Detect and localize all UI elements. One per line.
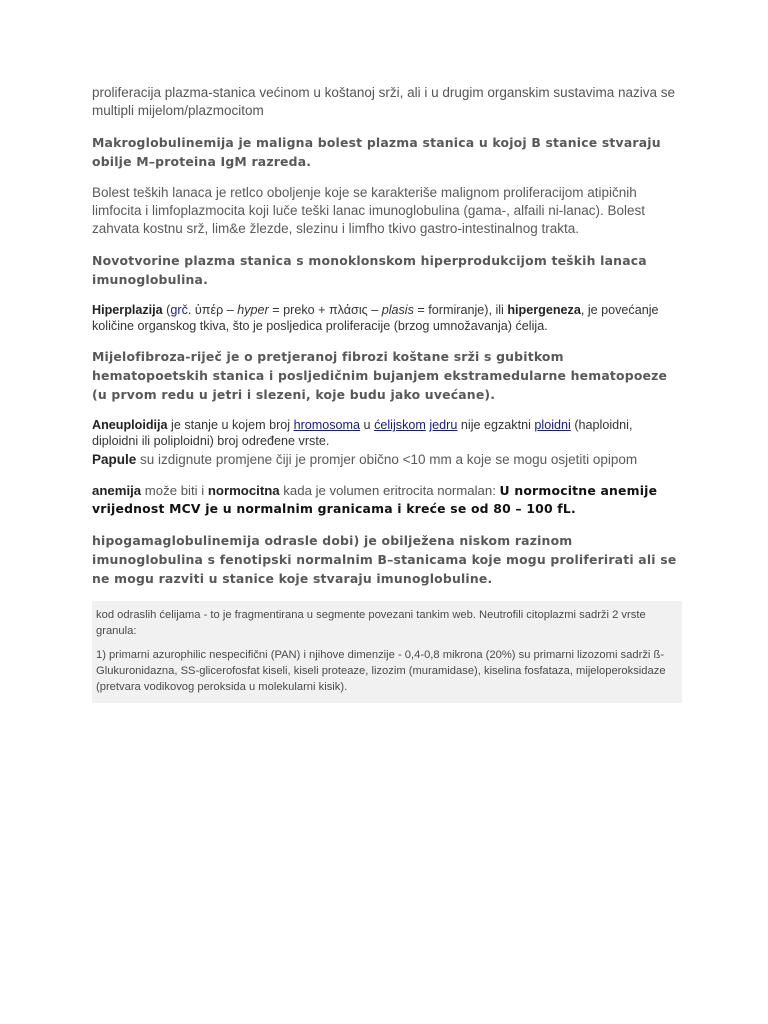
link-jedru[interactable]: jedru bbox=[429, 418, 458, 432]
excerpt-line-granules: kod odraslih ćelijama - to je fragmentirana u segmente povezani tankim web. Neutrofili citoplazmi sadrži 2 vrste granula: bbox=[96, 609, 646, 637]
paragraph-hyperplasia bbox=[92, 302, 682, 334]
text-fragment: u bbox=[360, 418, 375, 432]
text-fragment: kada je volumen eritrocita normalan: bbox=[279, 483, 500, 498]
term-anemija: anemija bbox=[92, 483, 142, 498]
paragraph-papules bbox=[92, 451, 682, 469]
paragraph-hypogammaglobulinemia: hipogamaglobulinemija odrasle dobi) je obilježena niskom razinom imunoglobulina s fenotipski normalnim B–stanicama koje mogu proliferirati ali se ne mogu razviti u stanice koje stvaraju imunoglobuline. bbox=[92, 533, 677, 586]
text-fragment: ( bbox=[162, 303, 171, 317]
link-ploidni[interactable]: ploidni bbox=[534, 418, 571, 432]
paragraph-macroglobulinemia: Makroglobulinemija je maligna bolest plazma stanica u kojoj B stanice stvaraju obilje M–proteina IgM razreda. bbox=[92, 135, 661, 169]
paragraph-myelofibrosis: Mijelofibroza-riječ je o pretjeranoj fibrozi koštane srži s gubitkom hematopoetskih stanica i posljedičnim bujanjem ekstramedularne hematopoeze (u prvom redu u jetri i slezeni, koje budu jako uvećane). bbox=[92, 349, 668, 402]
paragraph-anemia bbox=[92, 482, 682, 518]
text-fragment: , je povećanje količine organskog tkiva, što je posljedica proliferacije (brzog umnožavanja) ćelija. bbox=[92, 303, 659, 333]
text-mcv-range: U normocitne anemije vrijednost MCV je u normalnim granicama i kreće se od 80 – 100 fL. bbox=[92, 483, 658, 516]
term-hyper: hyper bbox=[237, 303, 269, 317]
link-hromosoma[interactable]: hromosoma bbox=[293, 418, 361, 432]
term-hipergeneza: hipergeneza bbox=[507, 303, 581, 317]
text-fragment: ὑπέρ – bbox=[191, 303, 238, 317]
paragraph-multiple-myeloma: proliferacija plazma-stanica većinom u koštanoj srži, ali i u drugim organskim sustavima naziva se multipli mijelom/plazmocitom bbox=[92, 85, 675, 118]
excerpt-box-neutrophils bbox=[92, 601, 682, 703]
term-papule: Papule bbox=[92, 452, 137, 467]
text-fragment: (haploidni, diploidni ili poliploidni) broj određene vrste. bbox=[92, 418, 633, 448]
paragraph-plasma-cell-neoplasms: Novotvorine plazma stanica s monoklonskom hiperprodukcijom teških lanaca imunoglobulina. bbox=[92, 253, 647, 287]
excerpt-line-primary-azurophilic: 1) primarni azurophilic nespecifični (PAN) i njihove dimenzije - 0,4-0,8 mikrona (20%) su primarni lizozomi sadrži ß-Glukuronidazna, SS-glicerofosfat kiseli, kiseli proteaze, lizozim (muramidase), kiselina fosfataza, mijeloperoksidaze (pretvara vodikovog peroksida u molekularni kisik). bbox=[96, 649, 666, 693]
text-fragment: nije egzaktni bbox=[457, 418, 535, 432]
text-fragment: = preko + πλάσις – bbox=[268, 303, 382, 317]
term-hiperplazija: Hiperplazija bbox=[92, 303, 163, 317]
term-aneuploidija: Aneuploidija bbox=[92, 418, 168, 432]
link-celijskom[interactable]: ćelijskom bbox=[374, 418, 426, 432]
paragraph-heavy-chain-disease: Bolest teških lanaca je retlco oboljenje koje se karakteriše malignom proliferacijom atipičnih limfocita i limfoplazmocita koji luče teški lanac imunoglobulina (gama-, alfaili ni-lanac). Bolest zahvata kostnu srž, lim&e žlezde, slezinu i limfho tkivo gastro-intestinalnog trakta. bbox=[92, 185, 645, 236]
term-plasis: plasis bbox=[381, 303, 414, 317]
text-fragment: može biti i bbox=[141, 483, 208, 498]
text-fragment: je stanje u kojem broj bbox=[167, 418, 294, 432]
document-page bbox=[92, 84, 682, 703]
text-fragment: su izdignute promjene čiji je promjer obično <10 mm a koje se mogu osjetiti opipom bbox=[136, 452, 638, 467]
term-normocitna: normocitna bbox=[207, 483, 280, 498]
link-greek-abbrev[interactable]: grč. bbox=[170, 303, 192, 317]
paragraph-aneuploidy bbox=[92, 417, 682, 449]
text-fragment: = formiranje), ili bbox=[413, 303, 508, 317]
